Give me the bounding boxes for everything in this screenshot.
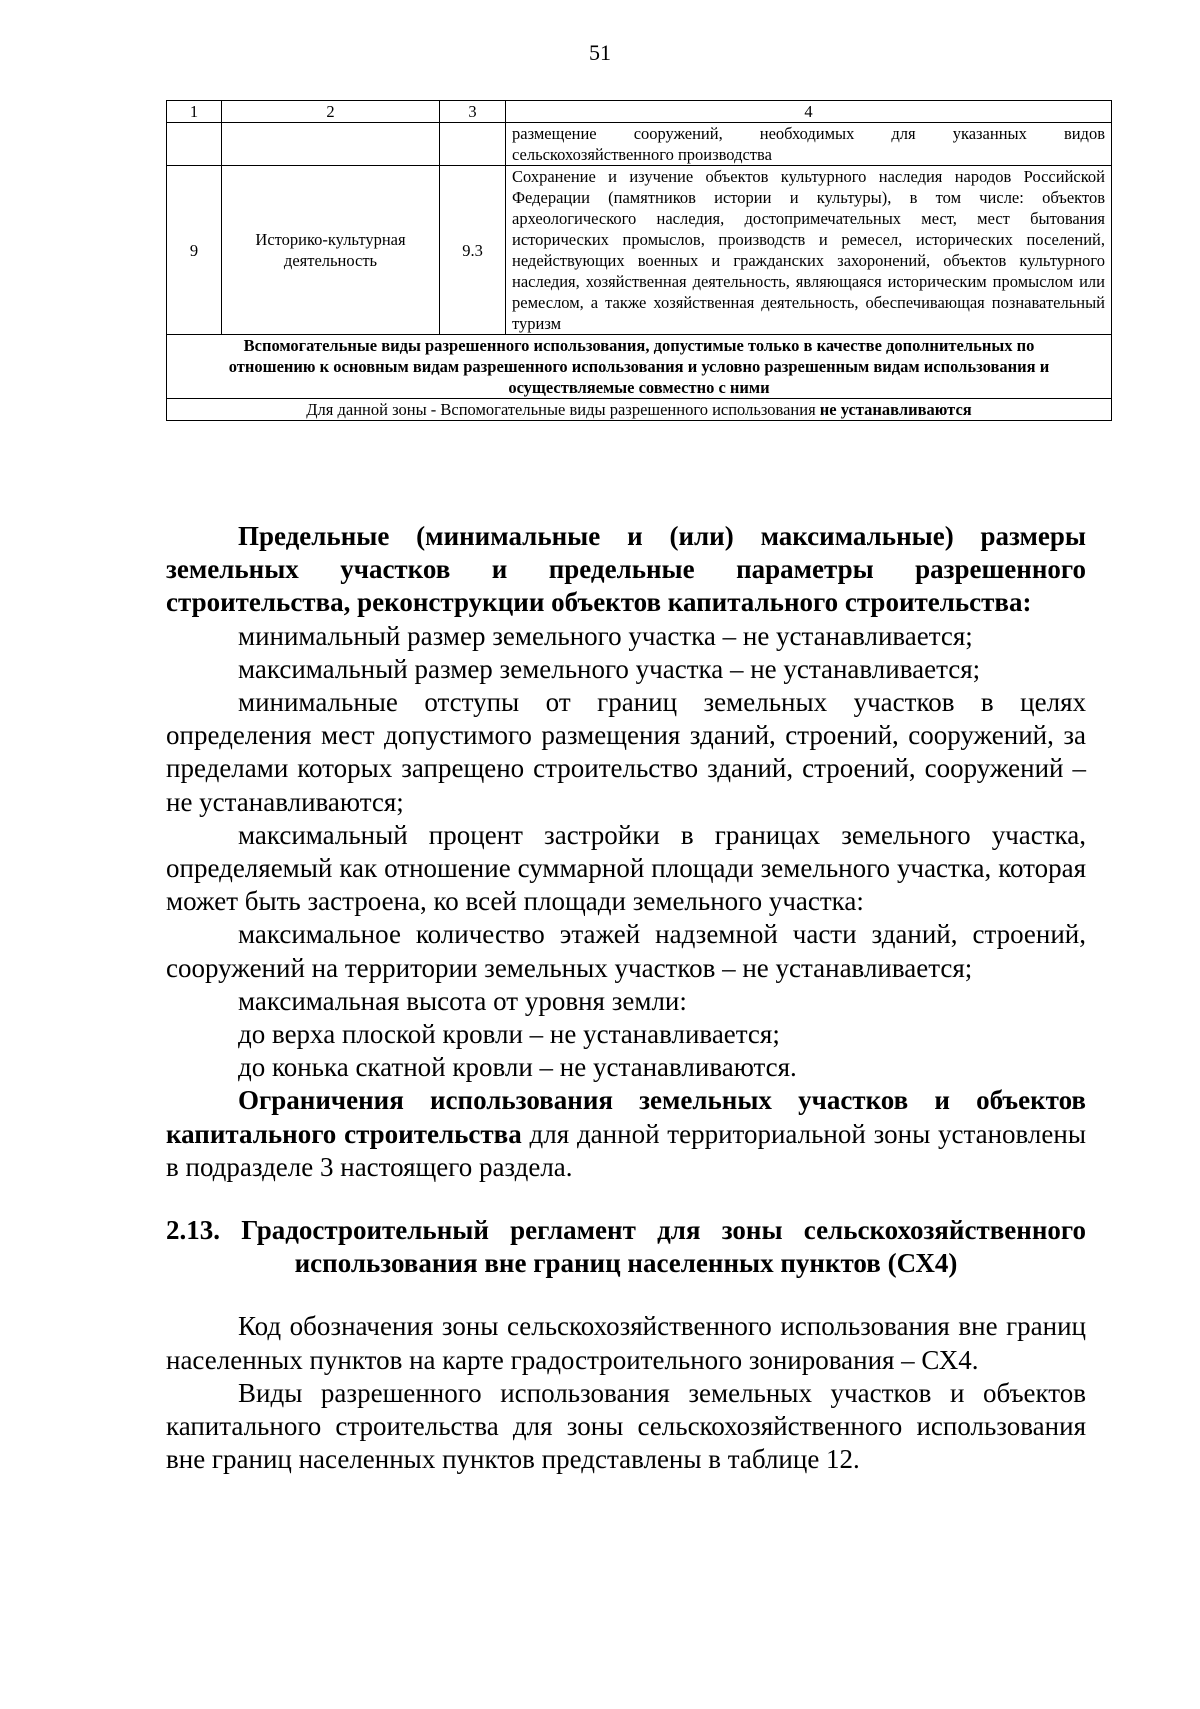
limit-item: минимальный размер земельного участка – не устанавливается; <box>238 620 973 651</box>
continuation-text: размещение сооружений, необходимых для указанных видов сельскохозяйственного производства <box>506 123 1112 166</box>
use-type-description: Сохранение и изучение объектов культурного наследия народов Российской Федерации (памятников истории и культуры), в том числе: объектов археологического наследия, достопримечательных мест, мест бытования исторических промыслов, производств и ремесел, исторических поселений, недействующих военных и гражданских захоронений, объектов культурного наследия, хозяйственная деятельность, являющаяся историческим промыслом или ремеслом, а также хозяйственная деятельность, обеспечивающая познавательный туризм <box>506 166 1112 335</box>
limit-item: максимальный процент застройки в границах земельного участка, определяемый как отношение суммарной площади земельного участка, которая может быть застроена, ко всей площади земельного участка: <box>166 819 1086 917</box>
section-title: 2.13. Градостроительный регламент для зоны сельскохозяйственного использования вне границ населенных пунктов (СХ4) <box>166 1215 1086 1279</box>
use-type-name: Историко-культурная деятельность <box>222 166 440 335</box>
limit-item: максимальный размер земельного участка – не устанавливается; <box>238 653 981 684</box>
limit-item: максимальная высота от уровня земли: <box>238 985 687 1016</box>
table-row <box>167 166 1112 335</box>
restrictions-rest: для данной территориальной зоны установлены в подразделе 3 настоящего раздела. <box>166 1118 1086 1182</box>
limit-item: до конька скатной кровли – не устанавливаются. <box>238 1052 797 1083</box>
restrictions-paragraph <box>166 1084 1086 1184</box>
aux-heading-row <box>167 335 1112 399</box>
empty-cell <box>440 123 506 166</box>
limits-heading: Предельные (минимальные и (или) максимальные) размеры земельных участков и предельные параметры разрешенного строительства, реконструкции объектов капитального строительства: <box>166 521 1086 618</box>
header-cell-4: 4 <box>506 101 1112 123</box>
header-cell-3: 3 <box>440 101 506 123</box>
aux-note-bold: не устанавливаются <box>819 400 972 419</box>
row-number: 9 <box>167 166 222 335</box>
aux-note-prefix: Для данной зоны - Вспомогательные виды разрешенного использования <box>306 400 820 419</box>
aux-note-row <box>167 399 1112 421</box>
empty-cell <box>167 123 222 166</box>
section-paragraph: Виды разрешенного использования земельных участков и объектов капитального строительства для зоны сельскохозяйственного использования вне границ населенных пунктов представлены в таблице 12. <box>166 1377 1086 1475</box>
header-cell-1: 1 <box>167 101 222 123</box>
document-body <box>166 520 1086 1476</box>
land-use-table <box>166 100 1112 421</box>
limit-item: до верха плоской кровли – не устанавливается; <box>238 1019 780 1050</box>
empty-cell <box>222 123 440 166</box>
page-number: 51 <box>589 40 611 65</box>
limit-item: максимальное количество этажей надземной части зданий, строений, сооружений на территории земельных участков – не устанавливается; <box>166 919 1086 983</box>
restrictions-bold: Ограничения использования земельных участков и объектов капитального строительства <box>166 1085 1086 1149</box>
header-cell-2: 2 <box>222 101 440 123</box>
section-paragraph: Код обозначения зоны сельскохозяйственного использования вне границ населенных пунктов на карте градостроительного зонирования – СХ4. <box>166 1311 1086 1375</box>
spacer <box>166 1280 1086 1310</box>
table-row-continuation <box>167 123 1112 166</box>
aux-heading: Вспомогательные виды разрешенного использования, допустимые только в качестве дополнительных по отношению к основным видам разрешенного использования и условно разрешенным видам использования и осуществляемые совместно с ними <box>167 335 1112 399</box>
use-type-code: 9.3 <box>440 166 506 335</box>
limit-item: минимальные отступы от границ земельных участков в целях определения мест допустимого размещения зданий, строений, сооружений, за пределами которых запрещено строительство зданий, строений, сооружений – не устанавливаются; <box>166 687 1086 817</box>
table-header-row <box>167 101 1112 123</box>
aux-note <box>167 399 1112 421</box>
